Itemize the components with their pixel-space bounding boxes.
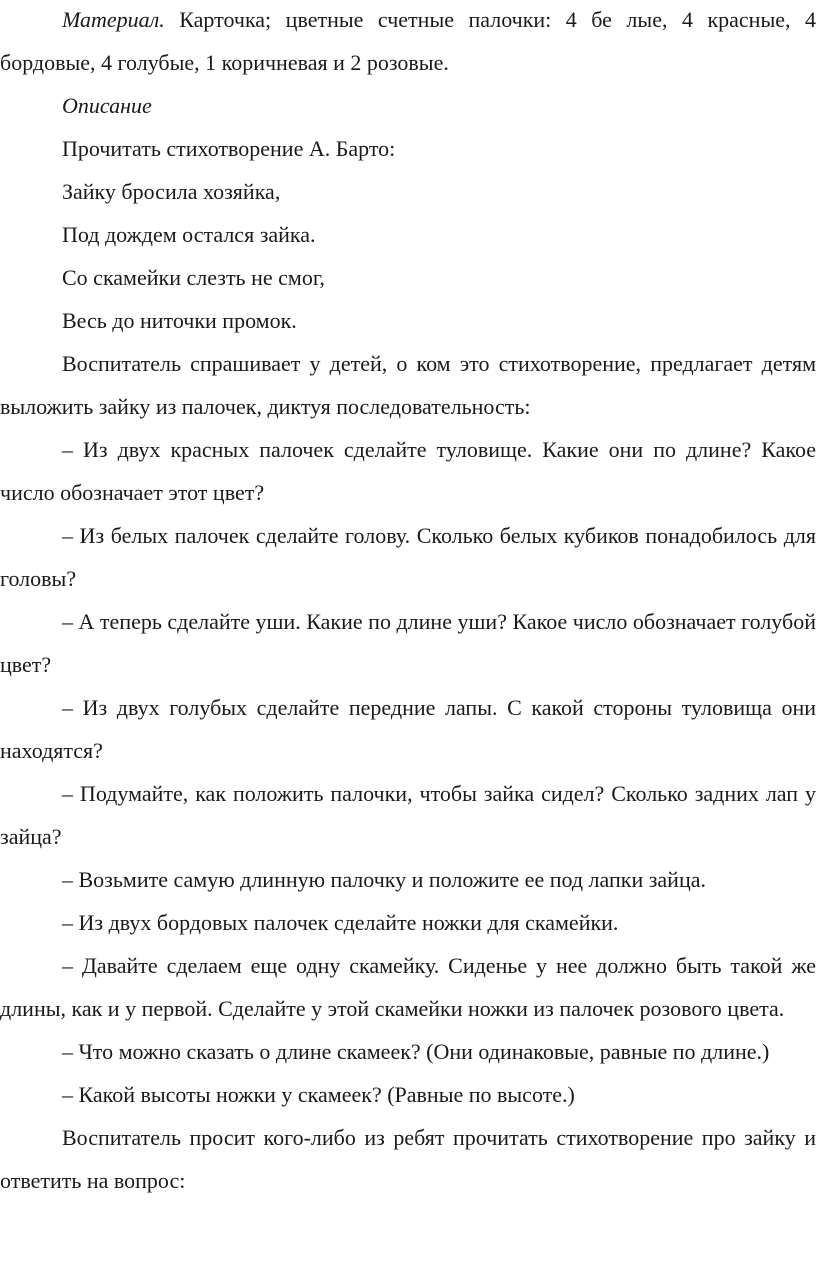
- body-paragraph: – А теперь сделайте уши. Какие по длине уши? Какое число обозначает голубой цвет?: [0, 609, 816, 677]
- material-paragraph: [0, 0, 816, 84]
- material-text: Карточка; цветные счетные палочки: 4 бе лые, 4 красные, 4 бордовые, 4 голубые, 1 коричневая и 2 розовые.: [0, 7, 816, 75]
- poem-line: Зайку бросила хозяйка,: [62, 179, 281, 204]
- body-paragraph: – Какой высоты ножки у скамеек? (Равные по высоте.): [62, 1082, 575, 1107]
- poem-line: Со скамейки слезть не смог,: [62, 265, 325, 290]
- poem-line: Весь до ниточки промок.: [62, 308, 297, 333]
- material-label: Материал.: [62, 7, 165, 32]
- body-paragraph: – Из двух красных палочек сделайте туловище. Какие они по длине? Какое число обозначает этот цвет?: [0, 437, 816, 505]
- body-paragraph: – Из белых палочек сделайте голову. Сколько белых кубиков понадобилось для головы?: [0, 523, 816, 591]
- body-paragraph: – Что можно сказать о длине скамеек? (Они одинаковые, равные по длине.): [62, 1039, 770, 1064]
- body-paragraph: – Из двух бордовых палочек сделайте ножки для скамейки.: [62, 910, 619, 935]
- body-paragraph: – Из двух голубых сделайте передние лапы. С какой стороны туловища они находятся?: [0, 695, 816, 763]
- body-paragraph: Воспитатель спрашивает у детей, о ком это стихотворение, предлагает детям выложить зайку из палочек, диктуя последовательность:: [0, 351, 816, 419]
- body-paragraph: – Возьмите самую длинную палочку и положите ее под лапки зайца.: [62, 867, 706, 892]
- poem-line: Под дождем остался зайка.: [62, 222, 316, 247]
- body-paragraph: – Подумайте, как положить палочки, чтобы зайка сидел? Сколько задних лап у зайца?: [0, 781, 816, 849]
- description-heading: Описание: [62, 93, 152, 118]
- poem-intro: Прочитать стихотворение А. Барто:: [62, 136, 396, 161]
- body-paragraph: – Давайте сделаем еще одну скамейку. Сиденье у нее должно быть такой же длины, как и у первой. Сделайте у этой скамейки ножки из палочек розового цвета.: [0, 953, 816, 1021]
- body-paragraph: Воспитатель просит кого-либо из ребят прочитать стихотворение про зайку и ответить на вопрос:: [0, 1125, 816, 1193]
